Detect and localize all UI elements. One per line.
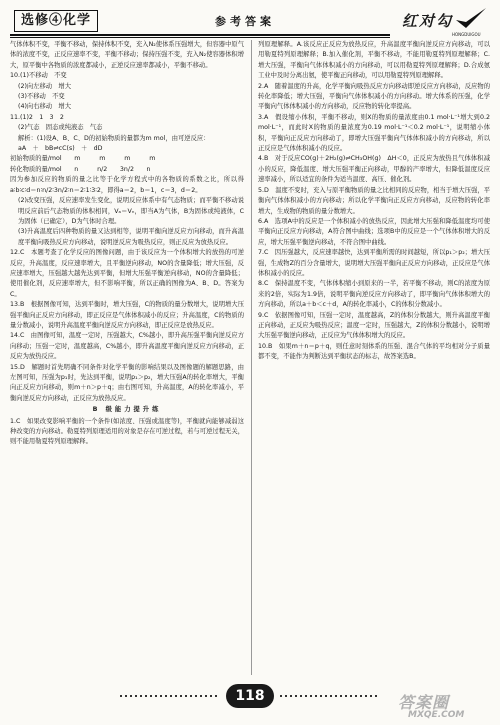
watermark-text: 答案圈	[398, 693, 450, 712]
answer-paragraph: (3)不移动 不变	[18, 93, 65, 101]
book-title: 选修④化学	[14, 10, 98, 32]
answer-paragraph: 13.B 根据图像可知，达到平衡时，增大压强，C的物质的量分数增大，说明增大压强平衡向正反应方向移动，即正反应是气体体积减小的反应；升高温度，C的物质的量分数减小，说明升高温度平衡向逆反应方向移动，即正反应是放热反应。	[10, 301, 244, 329]
answer-paragraph: 12.C 本题考查了化学反应的图像问题，由于该反应为一个体积增大的放热的可逆反应，升高温度，反应速率增大，且平衡逆向移动，NO的含量降低；增大压强，反应速率增大，压强越大越先达到平衡，但增大压强平衡逆向移动，NO的含量降低；使用催化剂，反应速率增大，但不影响平衡，所以正确的图像为A、B、D。答案为C。	[10, 249, 244, 298]
answer-paragraph: (4)向右移动 增大	[18, 103, 71, 111]
left-column	[10, 40, 244, 675]
column-divider	[251, 40, 252, 675]
answer-paragraph: 3.A 假设缩小体积，平衡不移动，则X的物质的量浓度由0.1 mol·L⁻¹增大到0.2 mol·L⁻¹，而此时X的物质的量浓度为0.19 mol·L⁻¹＜0.2 mol·L⁻¹，说明缩小体积，平衡向正反应方向移动了，即增大压强平衡向气体体积减小的方向移动，所以正反应是气体体积减小的反应。	[258, 113, 490, 153]
answer-paragraph: 2.A 随着温度的升高，化学平衡向吸热反应方向移动即逆反应方向移动，反应物的转化率降低；增大压强，平衡向气体体积减小的方向移动。增大体系的压强，化学平衡向气体体积减小的方向移动，反应物的转化率提高。	[258, 82, 490, 111]
answer-paragraph: 初始物质的量/mol m m m m	[10, 155, 156, 163]
answer-paragraph: (2)改变压强，反应速率发生变化，说明反应体系中有气态物质；而平衡不移动说明反应前后气态物质的体积相同，Vₐ＝Vₙ，即当A为气体，B为固体或纯液体，C为固体（已确定），D为气体时合理。	[18, 197, 244, 225]
footer-dots-left	[120, 695, 220, 697]
answer-paragraph: 8.C 保持温度不变，气体体积缩小到原来的一半，若平衡不移动，则C的浓度为原来的2倍，实际为1.9倍，说明平衡向逆反应方向移动了，即平衡向气体体积增大的方向移动，所以a＋b＜c＋d，A的转化率减小，C的体积分数减小。	[258, 280, 490, 309]
answer-paragraph: 6.A 选项A中的反应是一个体积减小的放热反应，因此增大压强和降低温度均可使平衡向正反应方向移动，A符合图中曲线；选项B中的反应是一个气体体积增大的反应，增大压强平衡逆向移动，不符合图中曲线。	[258, 217, 490, 246]
header-rule	[10, 34, 390, 38]
answer-paragraph: 5.D 温度不变时，充入与原平衡物质的量之比相同的反应物，相当于增大压强，平衡向气体体积减小的方向移动；所以化学平衡向正反应方向移动，反应物的转化率增大，生成物的物质的量分数增大。	[258, 186, 490, 215]
answer-paragraph: aA ＋ bB⇌cC(s) ＋ dD	[18, 145, 103, 153]
site-watermark	[398, 690, 494, 722]
answer-paragraph: (2)向左移动 增大	[18, 82, 71, 90]
answer-paragraph: 10.B 如果m＋n＝p＋q，则任意时刻体系的压强、混合气体的平均相对分子质量都不变，不能作为判断达到平衡状态的标志，故答案选B。	[258, 342, 490, 361]
answer-paragraph: 4.B 对于反应CO(g)＋2H₂(g)⇌CH₃OH(g) ΔH＜0，正反应为放热且气体体积减小的反应，降低温度、增大压强平衡正向移动，甲醇的产率增大，但降低温度反应速率减小，所以适宜的条件为适当温度、高压、催化剂。	[258, 155, 490, 184]
answer-paragraph: 因为参加反应的物质的量之比等于化学方程式中的各物质的系数之比，所以得 a∶b∶c∶d＝n∶n/2∶3n/2∶n＝2∶1∶3∶2，即得a＝2，b＝1，c＝3，d＝2。	[10, 176, 244, 194]
answer-paragraph: 列原理解释。A.该反应正反应为放热反应，升高温度平衡向逆反应方向移动，可以用勒夏特列原理解释；B.加入催化剂，平衡不移动，不能用勒夏特列原理解释；C.增大压强，平衡向气体体积减小的方向移动，可以用勒夏特列原理解释；D.合成氨工业中及时分离出氨，使平衡正向移动，可以用勒夏特列原理解释。	[258, 41, 490, 80]
answer-paragraph: 11.(1)2 1 3 2	[10, 113, 64, 121]
brand-logo	[402, 6, 490, 38]
footer-dots-right	[280, 695, 380, 697]
page-header	[0, 0, 500, 40]
answer-paragraph: (3)升高温度后四种物质的量又达到相等，说明平衡向逆反应方向移动，而升高温度平衡向吸热反应方向移动，说明逆反应为吸热反应，则正反应为放热反应。	[18, 228, 244, 246]
answer-columns	[10, 40, 490, 675]
brand-name: 红对勾	[402, 12, 454, 30]
right-column	[258, 40, 490, 675]
answer-paragraph: 7.C 因压强越大，反应速率越快，达到平衡所需的时间越短，所以p₁＞p₂；增大压强，生成物Z的百分含量增大，说明增大压强平衡向正反应方向移动，正反应是气体体积减小的反应。	[258, 249, 490, 277]
answer-paragraph: 气体体积不变，平衡不移动，保持体积不变，充入N₂使体系压强增大，但容器中原气体的浓度不变，正反应速率不变，平衡不移动；保持压强不变，充入N₂使容器体积增大，原平衡中各物质的浓度都减小，正逆反应速率都减小，平衡不移动。	[10, 41, 244, 69]
answer-paragraph: 解析：(1)设A、B、C、D的初始物质的量都为m mol，由可逆反应：	[18, 134, 210, 142]
watermark-url: MXQE.COM	[408, 710, 465, 720]
page-number: 118	[226, 684, 274, 708]
answer-paragraph: 9.C 依据图像可知，压强一定时，温度越高，Z的体积分数越大，则升高温度平衡正向移动，正反应为吸热反应；温度一定时，压强越大，Z的体积分数越小，说明增大压强平衡逆向移动，正反应为气体体积增大的反应。	[258, 311, 490, 340]
answer-paragraph: 14.C 由图像可知，温度一定时，压强越大，C%越小，即升高压强平衡向逆反应方向移动；压强一定时，温度越高，C%越小，即升高温度平衡向逆反应方向移动，正反应为放热反应。	[10, 332, 244, 361]
answer-paragraph: 1.C 如果改变影响平衡的一个条件(如浓度、压强或温度等)，平衡就向能够减弱这种改变的方向移动。勒夏特列原理适用的对象是存在可逆过程，若与可逆过程无关，则不能用勒夏特列原理解释。	[10, 417, 244, 446]
answer-paragraph: 转化物质的量/mol n n/2 3n/2 n	[10, 165, 151, 173]
section-title: 参考答案	[215, 15, 275, 28]
section-heading: B 级能力提升练	[92, 406, 162, 414]
answer-paragraph: 10.(1)不移动 不变	[10, 72, 67, 80]
brand-subtitle: HONGDUIGOU	[452, 32, 481, 37]
answer-paragraph: 15.D 解题时首先明确不同条件对化学平衡的影响结果以及图像题的解题思路，由左图可知，压强为p₁时，先达到平衡，说明p₁＞p₂，增大压强A的转化率增大，平衡向正反应方向移动，则m＋n＞p＋q；由右图可知，升高温度，A的转化率减小，平衡向逆反应方向移动，正反应为放热反应。	[10, 363, 244, 402]
checkmark-icon	[452, 6, 490, 32]
answer-paragraph: (2)气态 固态或纯液态 气态	[18, 124, 103, 132]
